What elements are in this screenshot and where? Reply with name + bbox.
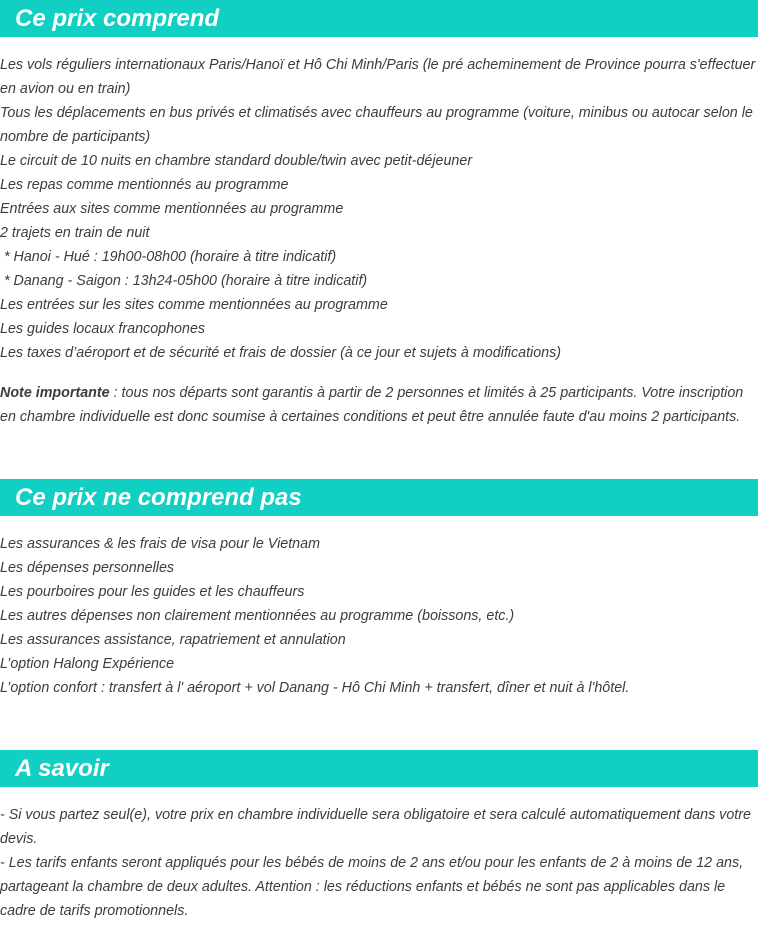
note-text: : tous nos départs sont garantis à partir de 2 personnes et limités à 25 participants. Votre inscription en chambre individuelle est donc soumise à certaines conditions et peut être annulée faute d'au moins 2 participants. [0,385,744,425]
excluded-header [0,479,758,516]
info-list [0,803,758,923]
list-item: Tous les déplacements en bus privés et climatisés avec chauffeurs au programme (voiture, minibus ou autocar selon le nombre de participants) [0,105,753,145]
list-item: Les taxes d’aéroport et de sécurité et frais de dossier (à ce jour et sujets à modifications) [0,345,562,361]
list-item: 2 trajets en train de nuit [0,225,150,241]
list-item: - Les tarifs enfants seront appliqués pour les bébés de moins de 2 ans et/ou pour les enfants de 2 à moins de 12 ans, partageant la chambre de deux adultes. Attention : les réductions enfants et bébés ne sont pas applicables dans le cadre de tarifs promotionnels. [0,855,744,919]
list-item: L’option confort : transfert à l' aéroport + vol Danang - Hô Chi Minh + transfert, dîner et nuit à l'hôtel. [0,680,630,696]
list-item: * Danang - Saigon : 13h24-05h00 (horaire à titre indicatif) [0,273,368,289]
important-note [0,381,758,429]
list-item: Entrées aux sites comme mentionnées au programme [0,201,344,217]
list-item: L’option Halong Expérience [0,656,175,672]
list-item: Les repas comme mentionnés au programme [0,177,289,193]
list-item: Les assurances assistance, rapatriement et annulation [0,632,346,648]
list-item: Les entrées sur les sites comme mentionnées au programme [0,297,388,313]
note-label: Note importante [0,385,110,401]
included-title: Ce prix comprend [15,5,220,32]
included-header [0,0,758,37]
info-header [0,750,758,787]
included-list [0,53,758,365]
list-item: Les dépenses personnelles [0,560,175,576]
list-item: Les autres dépenses non clairement mentionnées au programme (boissons, etc.) [0,608,515,624]
list-item: Les vols réguliers internationaux Paris/Hanoï et Hô Chi Minh/Paris (le pré acheminement de Province pourra s'effectuer en avion ou en train) [0,57,756,97]
list-item: Les pourboires pour les guides et les chauffeurs [0,584,305,600]
info-title: A savoir [15,755,109,782]
excluded-title: Ce prix ne comprend pas [15,484,302,511]
list-item: Le circuit de 10 nuits en chambre standard double/twin avec petit-déjeuner [0,153,473,169]
list-item: - Si vous partez seul(e), votre prix en chambre individuelle sera obligatoire et sera calculé automatiquement dans votre devis. [0,807,751,847]
list-item: Les assurances & les frais de visa pour le Vietnam [0,536,320,552]
list-item: Les guides locaux francophones [0,321,206,337]
list-item: * Hanoi - Hué : 19h00-08h00 (horaire à titre indicatif) [0,249,337,265]
excluded-list [0,532,758,700]
